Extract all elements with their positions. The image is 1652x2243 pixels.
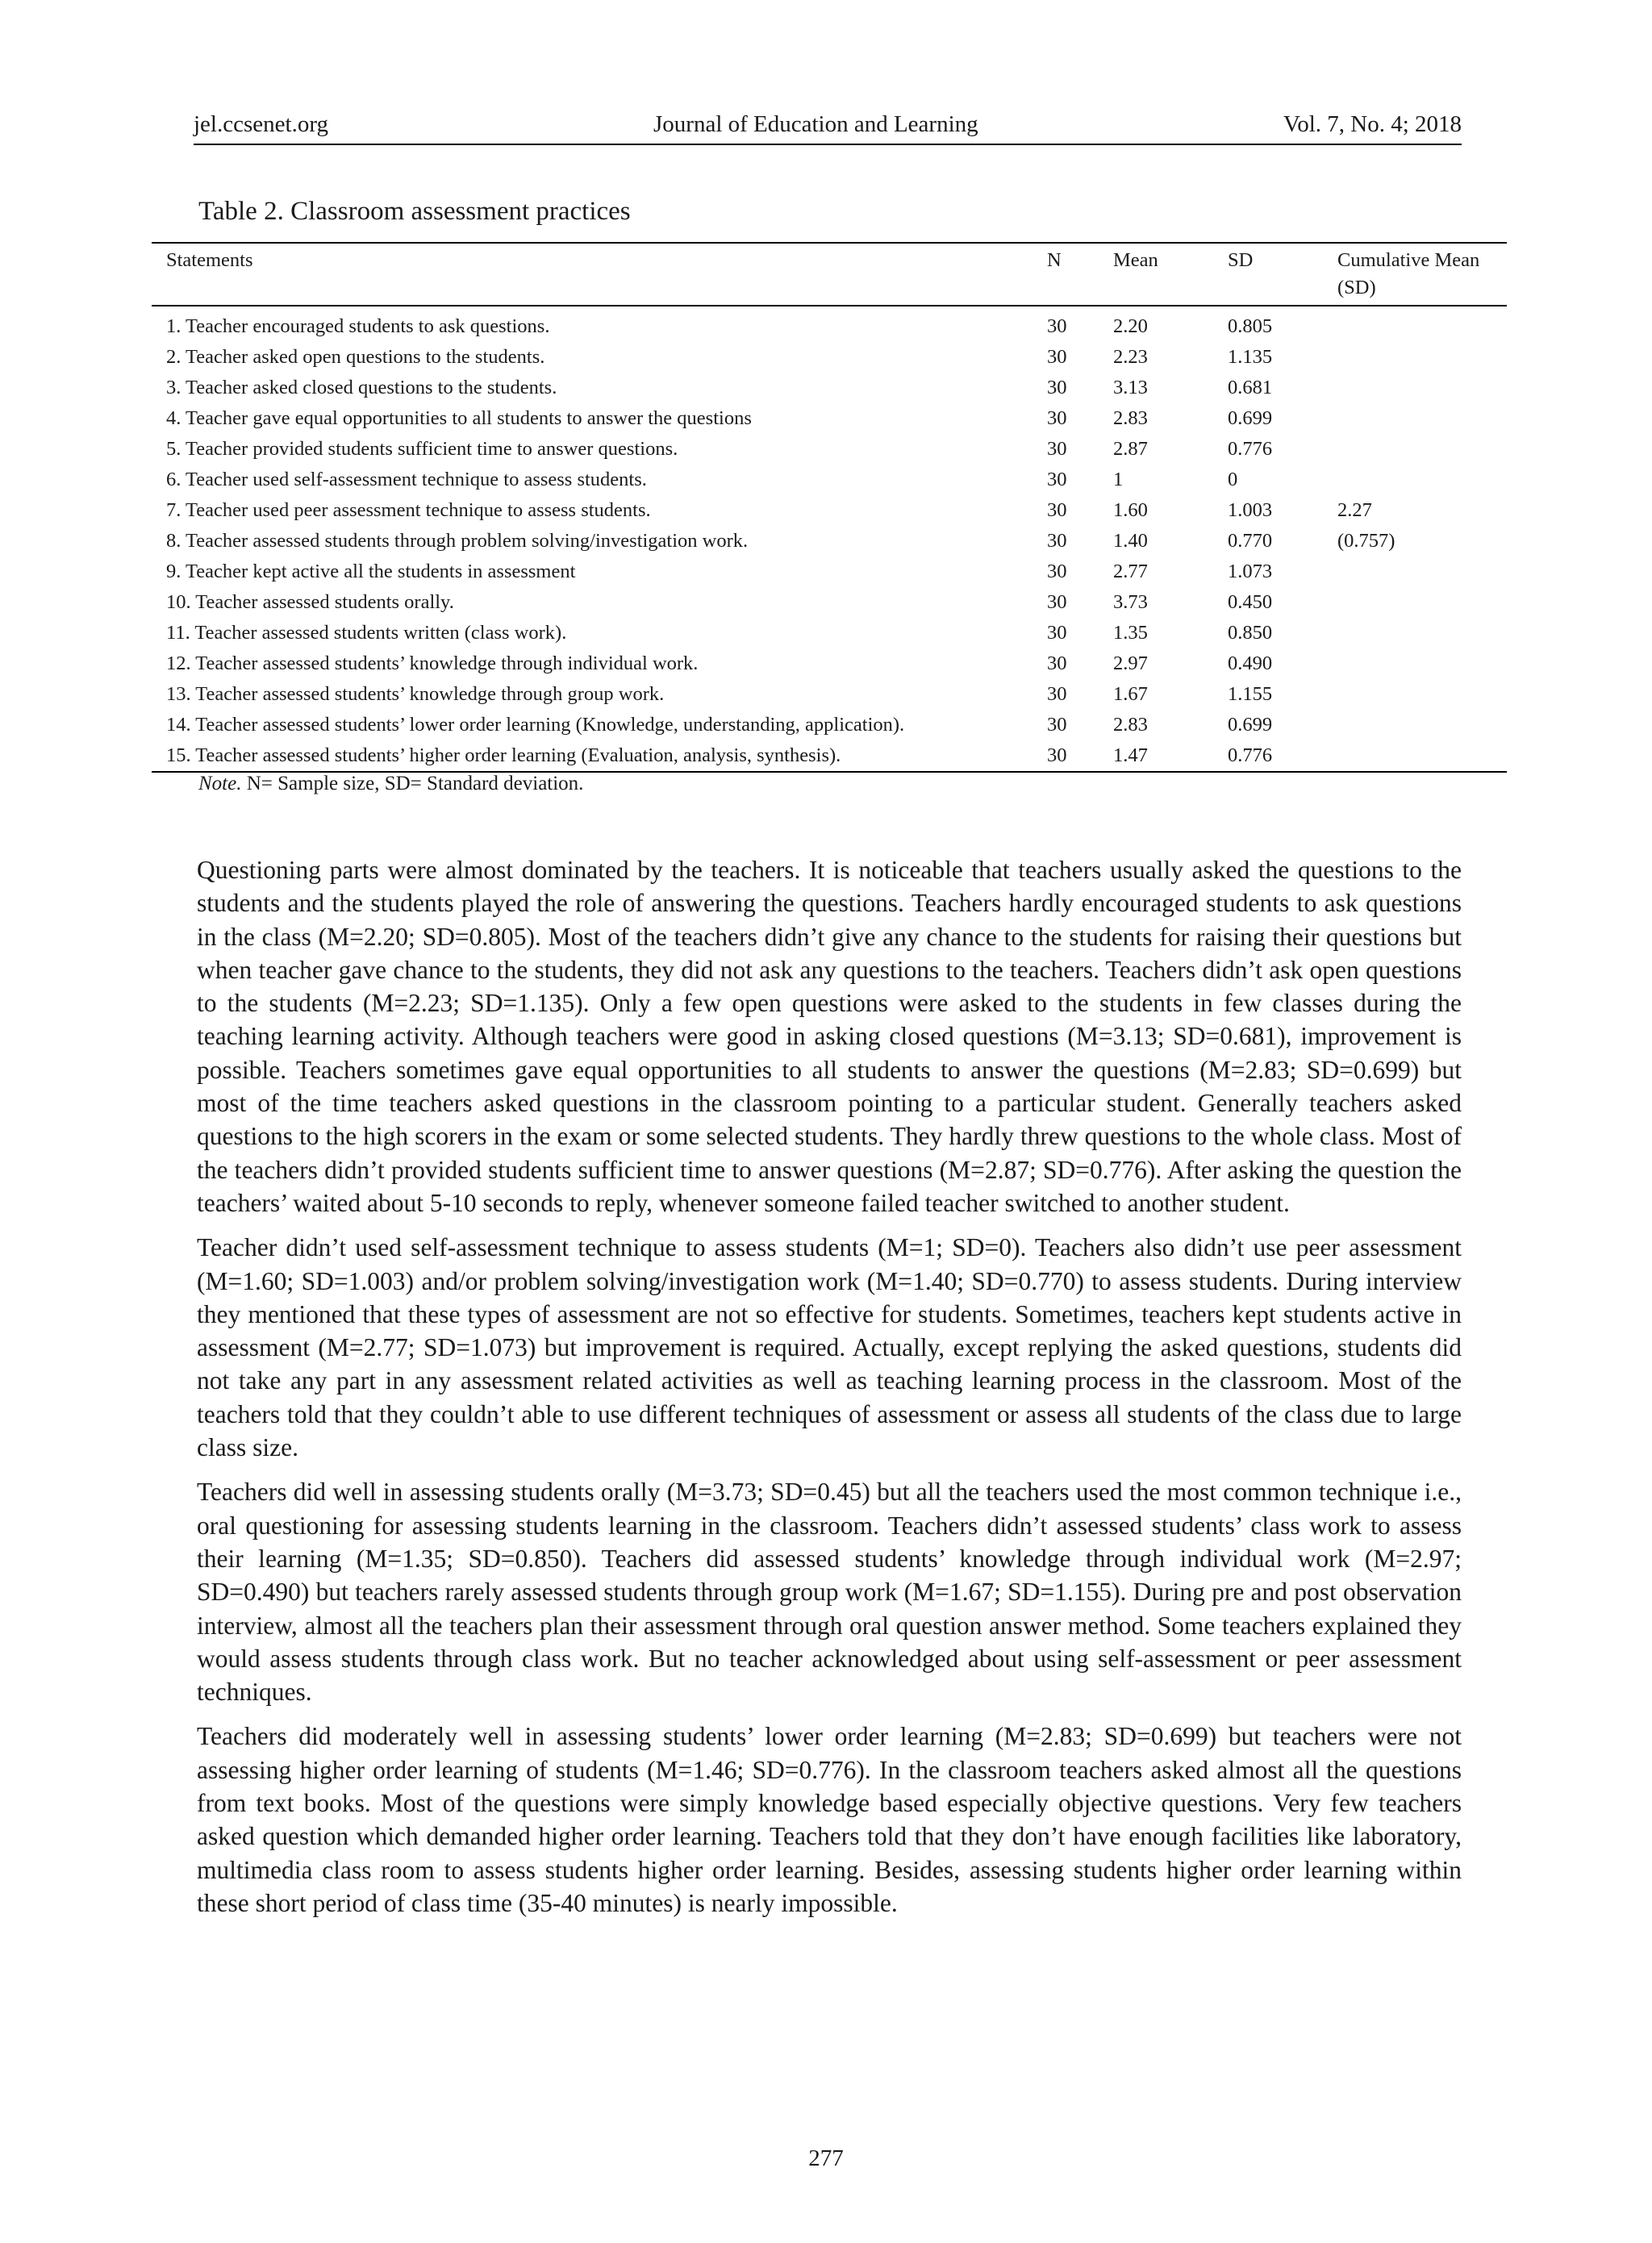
volume-info: Vol. 7, No. 4; 2018 (1283, 111, 1462, 137)
cell-cumulative-mean (1337, 403, 1507, 434)
cell-sd: 0.681 (1228, 377, 1273, 398)
assessment-table-container (152, 242, 1507, 773)
cell-statement: 5. Teacher provided students sufficient time to answer questions. (166, 438, 678, 460)
table-row (152, 434, 1507, 465)
cell-n: 30 (1047, 377, 1067, 398)
cell-n: 30 (1047, 652, 1067, 674)
cell-n: 30 (1047, 499, 1067, 521)
page-number: 277 (808, 2145, 844, 2171)
cell-n: 30 (1047, 530, 1067, 552)
cell-mean: 2.83 (1113, 407, 1148, 429)
cell-statement: 12. Teacher assessed students’ knowledge through individual work. (166, 652, 699, 674)
paragraph: Teacher didn’t used self-assessment technique to assess students (M=1; SD=0). Teachers also didn’t use peer assessment (M=1.60; SD=1.003) and/or problem solving/investigation work (M=1.40; SD=0.770) to assess students. During interview they mentioned that these types of assessment are not so effective for students. Sometimes, teachers kept students active in assessment (M=2.77; SD=1.073) but improvement is required. Actually, except replying the asked questions, students did not take any part in any assessment related activities as well as teaching learning process in the classroom. Most of the teachers told that they couldn’t able to use different techniques of assessment or assess all students of the class due to large class size. (197, 1233, 1462, 1462)
cell-cumulative-mean (1337, 434, 1507, 465)
cell-statement: 3. Teacher asked closed questions to the students. (166, 377, 557, 398)
cell-sd: 1.155 (1228, 683, 1273, 705)
cell-statement: 2. Teacher asked open questions to the students. (166, 346, 545, 368)
cell-sd: 0 (1228, 469, 1238, 490)
cell-cumulative-mean (1337, 740, 1507, 772)
cell-statement: 13. Teacher assessed students’ knowledge through group work. (166, 683, 665, 705)
table-row (152, 373, 1507, 403)
cell-mean: 1 (1113, 469, 1124, 490)
cell-statement: 7. Teacher used peer assessment technique to assess students. (166, 499, 651, 521)
cell-cumulative-mean (1337, 373, 1507, 403)
cell-mean: 1.47 (1113, 744, 1148, 766)
table-body (152, 306, 1507, 772)
cell-statement: 1. Teacher encouraged students to ask questions. (166, 315, 550, 337)
table-row (152, 648, 1507, 679)
cell-cumulative-mean (1337, 587, 1507, 618)
col-header-cumulative-mean: Cumulative Mean (SD) (1337, 249, 1480, 298)
cell-sd: 0.776 (1228, 438, 1273, 460)
cell-statement: 14. Teacher assessed students’ lower order learning (Knowledge, understanding, application). (166, 714, 905, 736)
cell-mean: 3.73 (1113, 591, 1148, 613)
table-row (152, 587, 1507, 618)
cell-sd: 0.805 (1228, 315, 1273, 337)
cell-statement: 4. Teacher gave equal opportunities to all students to answer the questions (166, 407, 752, 429)
note-label: Note. (198, 773, 242, 794)
table-row (152, 679, 1507, 710)
table-row (152, 495, 1507, 526)
cell-n: 30 (1047, 346, 1067, 368)
cell-mean: 2.97 (1113, 652, 1148, 674)
table-row (152, 618, 1507, 648)
paragraph: Teachers did moderately well in assessing students’ lower order learning (M=2.83; SD=0.699) but teachers were not assessing higher order learning of students (M=1.46; SD=0.776). In the classroom teachers asked almost all the questions from text books. Most of the questions were simply knowledge based especially objective questions. Very few teachers asked question which demanded higher order learning. Teachers told that they don’t have enough facilities like laboratory, multimedia class room to assess students higher order learning. Besides, assessing students higher order learning within these short period of class time (35-40 minutes) is nearly impossible. (197, 1722, 1462, 1917)
cell-sd: 1.135 (1228, 346, 1273, 368)
cell-sd: 0.450 (1228, 591, 1273, 613)
journal-title: Journal of Education and Learning (653, 111, 978, 137)
cell-statement: 11. Teacher assessed students written (class work). (166, 622, 567, 644)
cell-mean: 2.23 (1113, 346, 1148, 368)
cell-statement: 15. Teacher assessed students’ higher order learning (Evaluation, analysis, synthesis). (166, 744, 841, 766)
table-header-row (152, 243, 1507, 306)
table-row (152, 306, 1507, 342)
cell-sd: 1.073 (1228, 561, 1273, 582)
table-row (152, 403, 1507, 434)
cell-n: 30 (1047, 744, 1067, 766)
cell-n: 30 (1047, 407, 1067, 429)
col-header-n: N (1047, 249, 1062, 271)
cell-mean: 3.13 (1113, 377, 1148, 398)
cell-n: 30 (1047, 714, 1067, 736)
table-row (152, 342, 1507, 373)
cell-mean: 1.67 (1113, 683, 1148, 705)
cell-sd: 0.770 (1228, 530, 1273, 552)
cell-mean: 2.87 (1113, 438, 1148, 460)
cell-mean: 2.20 (1113, 315, 1148, 337)
table-row (152, 740, 1507, 772)
cell-n: 30 (1047, 315, 1067, 337)
body-text (197, 853, 1462, 1931)
cell-mean: 1.35 (1113, 622, 1148, 644)
cell-statement: 10. Teacher assessed students orally. (166, 591, 454, 613)
journal-url: jel.ccsenet.org (194, 111, 328, 137)
cell-sd: 0.699 (1228, 407, 1273, 429)
cell-sd: 0.490 (1228, 652, 1273, 674)
cell-cumulative-mean (1337, 465, 1507, 495)
cell-mean: 1.60 (1113, 499, 1148, 521)
cell-cumulative-mean (1337, 557, 1507, 587)
table-note (198, 773, 583, 795)
table-row (152, 710, 1507, 740)
cell-sd: 0.850 (1228, 622, 1273, 644)
note-text: N= Sample size, SD= Standard deviation. (241, 773, 584, 794)
table-caption: Table 2. Classroom assessment practices (198, 197, 631, 226)
cell-sd: 1.003 (1228, 499, 1273, 521)
cell-cumulative-mean (1337, 710, 1507, 740)
table-row (152, 557, 1507, 587)
cell-sd: 0.776 (1228, 744, 1273, 766)
cell-cumulative-mean: 2.27 (1337, 499, 1372, 521)
cell-cumulative-mean: (0.757) (1337, 530, 1395, 552)
cell-n: 30 (1047, 469, 1067, 490)
cell-cumulative-mean (1337, 679, 1507, 710)
running-header (194, 106, 1462, 145)
cell-statement: 9. Teacher kept active all the students in assessment (166, 561, 576, 582)
table-row (152, 526, 1507, 557)
paragraph: Questioning parts were almost dominated by the teachers. It is noticeable that teachers usually asked the questions to the students and the students played the role of answering the questions. Teachers hardly encouraged students to ask questions in the class (M=2.20; SD=0.805). Most of the teachers didn’t give any chance to the students for raising their questions but when teacher gave chance to the students, they did not ask any questions to the teachers. Teachers didn’t ask open questions to the students (M=2.23; SD=1.135). Only a few open questions were asked to the students in few classes during the teaching learning activity. Although teachers were good in asking closed questions (M=3.13; SD=0.681), improvement is possible. Teachers sometimes gave equal opportunities to all students to answer the questions (M=2.83; SD=0.699) but most of the time teachers asked questions in the classroom pointing to a particular student. Generally teachers asked questions to the high scorers in the exam or some selected students. They hardly threw questions to the whole class. Most of the teachers didn’t provided students sufficient time to answer questions (M=2.87; SD=0.776). After asking the question the teachers’ waited about 5-10 seconds to reply, whenever someone failed teacher switched to another student. (197, 856, 1462, 1217)
cell-sd: 0.699 (1228, 714, 1273, 736)
cell-cumulative-mean (1337, 648, 1507, 679)
cell-n: 30 (1047, 591, 1067, 613)
cell-n: 30 (1047, 683, 1067, 705)
cell-statement: 8. Teacher assessed students through problem solving/investigation work. (166, 530, 749, 552)
cell-n: 30 (1047, 561, 1067, 582)
cell-cumulative-mean (1337, 306, 1507, 342)
cell-cumulative-mean (1337, 342, 1507, 373)
table-row (152, 465, 1507, 495)
col-header-statements: Statements (166, 249, 253, 271)
assessment-table (152, 242, 1507, 773)
col-header-mean: Mean (1113, 249, 1158, 271)
cell-statement: 6. Teacher used self-assessment technique to assess students. (166, 469, 647, 490)
cell-n: 30 (1047, 438, 1067, 460)
cell-n: 30 (1047, 622, 1067, 644)
cell-cumulative-mean (1337, 618, 1507, 648)
cell-mean: 2.77 (1113, 561, 1148, 582)
col-header-sd: SD (1228, 249, 1254, 271)
cell-mean: 2.83 (1113, 714, 1148, 736)
paragraph: Teachers did well in assessing students orally (M=3.73; SD=0.45) but all the teachers used the most common technique i.e., oral questioning for assessing students learning in the classroom. Teachers didn’t assessed students’ class work to assess their learning (M=1.35; SD=0.850). Teachers did assessed students’ knowledge through individual work (M=2.97; SD=0.490) but teachers rarely assessed students through group work (M=1.67; SD=1.155). During pre and post observation interview, almost all the teachers plan their assessment through oral question answer method. Some teachers explained they would assess students through class work. But no teacher acknowledged about using self-assessment or peer assessment techniques. (197, 1478, 1462, 1707)
cell-mean: 1.40 (1113, 530, 1148, 552)
